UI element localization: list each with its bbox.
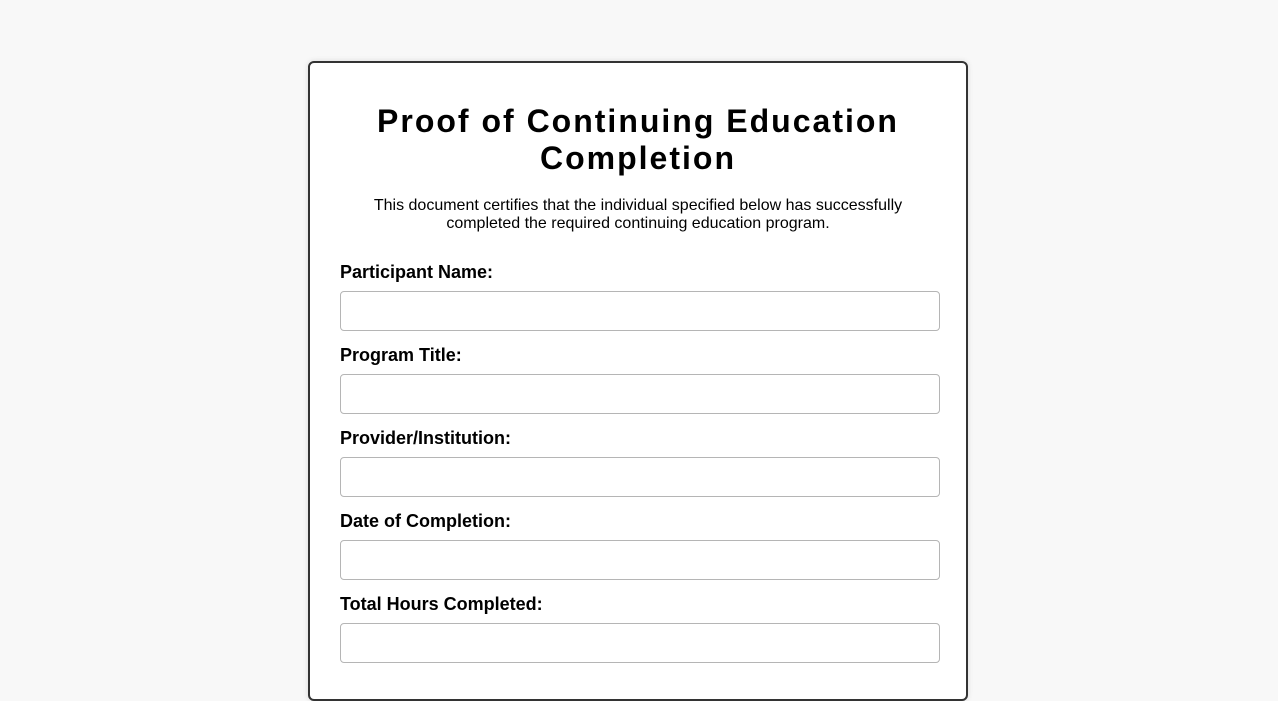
provider-institution-label: Provider/Institution:: [340, 428, 511, 448]
date-of-completion-field-group: [340, 511, 940, 580]
document-description: This document certifies that the individual specified below has successfully completed the required continuing education program.: [373, 197, 903, 232]
program-title-input[interactable]: [340, 374, 940, 414]
total-hours-input[interactable]: [340, 623, 940, 663]
program-title-label: Program Title:: [340, 345, 462, 365]
participant-name-input[interactable]: [340, 291, 940, 331]
program-title-field-group: [340, 345, 940, 414]
certificate-form-card: [308, 61, 968, 701]
participant-name-field-group: [340, 262, 940, 331]
participant-name-label: Participant Name:: [340, 262, 494, 282]
provider-institution-input[interactable]: [340, 457, 940, 497]
total-hours-label: Total Hours Completed:: [340, 594, 543, 614]
provider-institution-field-group: [340, 428, 940, 497]
page-title: Proof of Continuing Education Completion: [377, 103, 899, 176]
total-hours-field-group: [340, 594, 940, 663]
date-of-completion-input[interactable]: [340, 540, 940, 580]
date-of-completion-label: Date of Completion:: [340, 511, 511, 531]
